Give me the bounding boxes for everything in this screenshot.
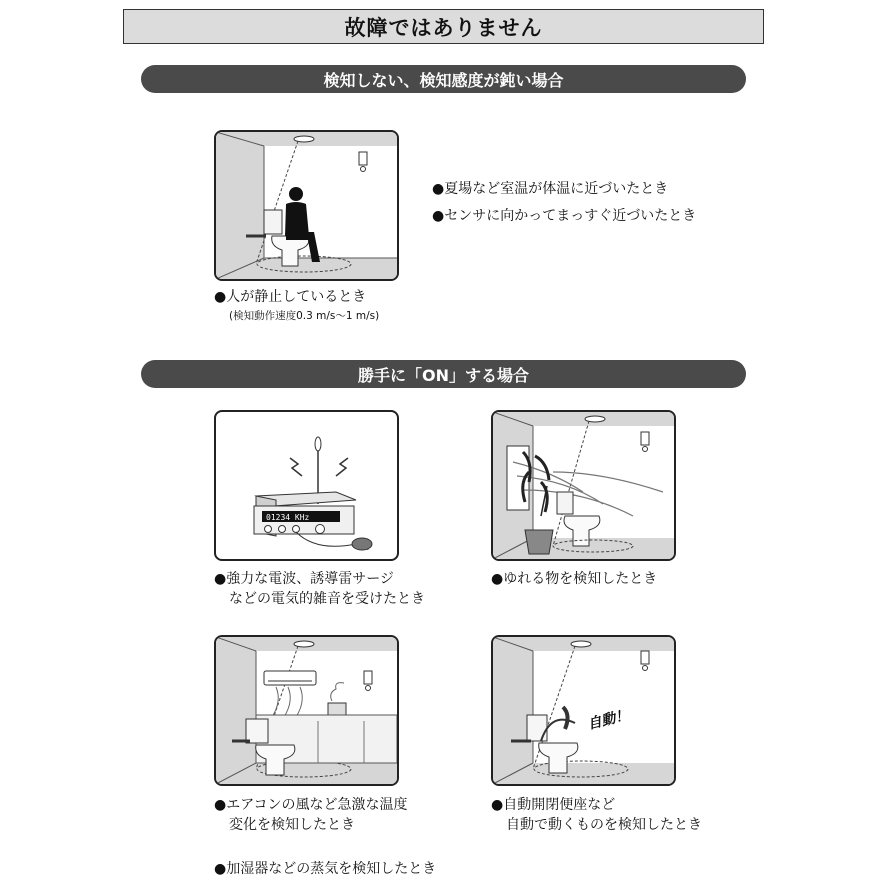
illustration-auto-seat bbox=[491, 635, 676, 786]
illustration-swinging-object bbox=[491, 410, 676, 561]
caption-radio-line-2: などの電気的雑音を受けたとき bbox=[229, 591, 425, 607]
bullet-approach-straight: ●センサに向かってまっすぐ近づいたとき bbox=[432, 208, 697, 224]
caption-aircon-line-2: 変化を検知したとき bbox=[229, 817, 355, 833]
caption-speed-note: (検知動作速度0.3 m/s〜1 m/s) bbox=[229, 310, 380, 322]
caption-radio-line-1: ●強力な電波、誘導雷サージ bbox=[214, 571, 394, 587]
section-heading-auto-on: 勝手に「ON」する場合 bbox=[141, 360, 746, 388]
bullet-room-temperature: ●夏場など室温が体温に近づいたとき bbox=[432, 181, 669, 197]
illustration-aircon-wind bbox=[214, 635, 399, 786]
caption-auto-seat bbox=[491, 795, 702, 835]
caption-aircon bbox=[214, 795, 408, 835]
caption-radio-noise bbox=[214, 569, 425, 609]
caption-person-still: ●人が静止しているとき bbox=[214, 289, 367, 305]
caption-auto-line-2: 自動で動くものを検知したとき bbox=[506, 817, 702, 833]
caption-aircon-line-1: ●エアコンの風など急激な温度 bbox=[214, 797, 408, 813]
section-heading-not-detect: 検知しない、検知感度が鈍い場合 bbox=[141, 65, 746, 93]
radio-display-text: 01234 KHz bbox=[266, 513, 310, 522]
caption-auto-line-1: ●自動開閉便座など bbox=[491, 797, 616, 813]
illustration-radio-noise bbox=[214, 410, 399, 561]
caption-swinging-object: ●ゆれる物を検知したとき bbox=[491, 571, 658, 587]
auto-label: 自動！ bbox=[586, 707, 631, 733]
caption-steam: ●加湿器などの蒸気を検知したとき bbox=[214, 861, 437, 877]
illustration-person-still bbox=[214, 130, 399, 281]
page-title: 故障ではありません bbox=[123, 9, 764, 44]
